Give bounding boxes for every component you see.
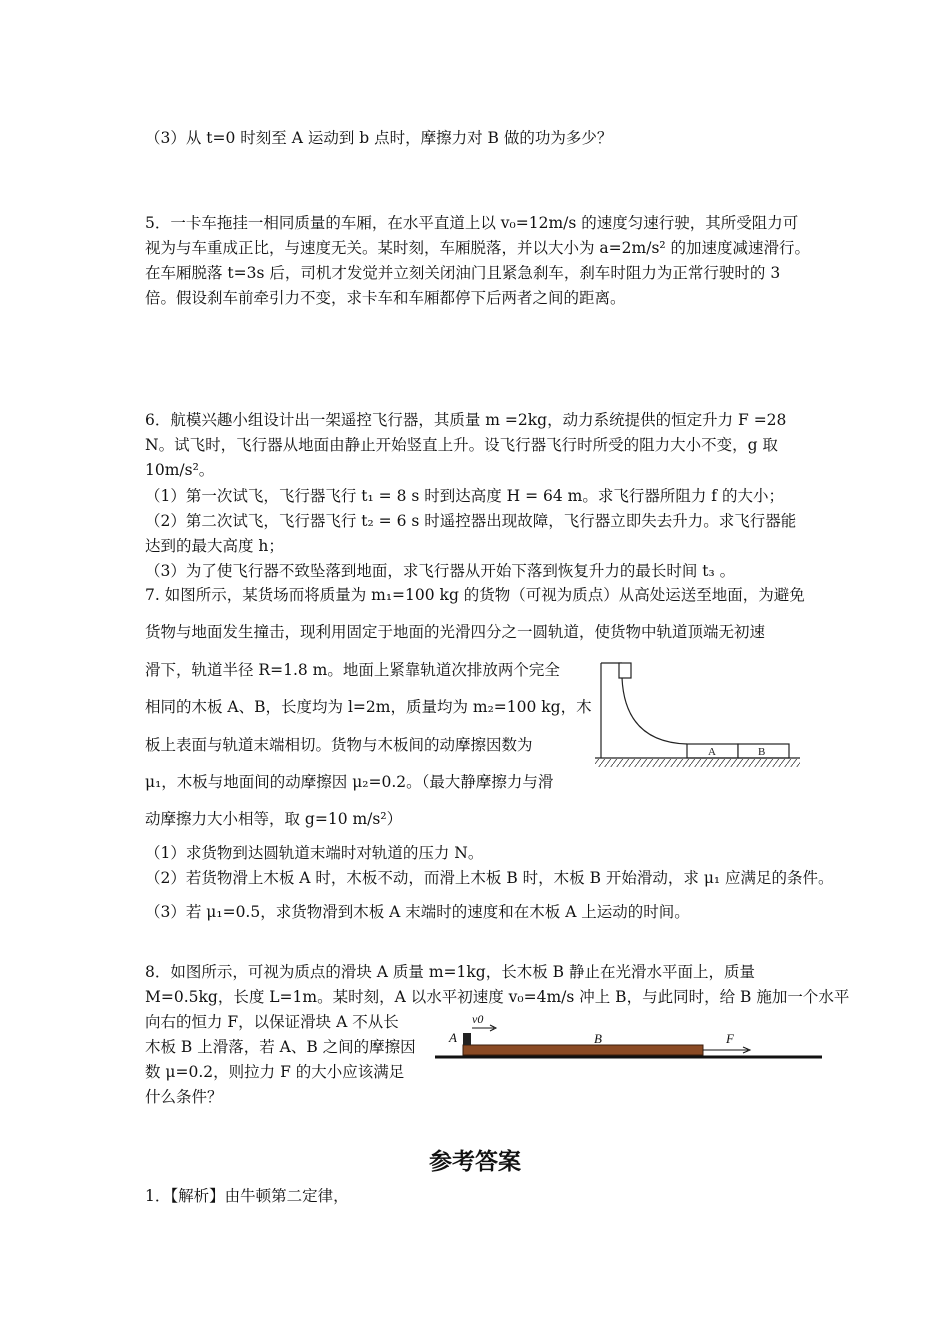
q5-line-4: 倍。假设刹车前牵引力不变，求卡车和车厢都停下后两者之间的距离。 (145, 289, 626, 307)
q8-line-2: M=0.5kg，长度 L=1m。某时刻，A 以水平初速度 v₀=4m/s 冲上 B，与此同时，给 B 施加一个水平 (145, 988, 850, 1006)
q7-figure (595, 660, 805, 770)
q6-line-1: 6．航模兴趣小组设计出一架遥控飞行器，其质量 m =2kg，动力系统提供的恒定升力 F =28 (145, 411, 787, 429)
q7-label-b: B (758, 746, 766, 758)
q6-part1: （1）第一次试飞，飞行器飞行 t₁ = 8 s 时到达高度 H = 64 m。求飞行器所阻力 f 的大小； (145, 487, 784, 505)
q6-part2-line-1: （2）第二次试飞，飞行器飞行 t₂ = 6 s 时遥控器出现故障，飞行器立即失去升力。求飞行器能 (145, 512, 797, 530)
q6-line-2: N。试飞时，飞行器从地面由静止开始竖直上升。设飞行器飞行时所受的阻力大小不变，g 取 (145, 436, 778, 454)
q8-label-v0: v0 (472, 1012, 484, 1026)
q8-line-1: 8．如图所示，可视为质点的滑块 A 质量 m=1kg，长木板 B 静止在光滑水平面上，质量 (145, 963, 755, 981)
q7-cargo-box (619, 663, 631, 678)
q7-line-4: 相同的木板 A、B，长度均为 l=2m，质量均为 m₂=100 kg，木 (145, 698, 592, 716)
q8-label-a: A (449, 1030, 457, 1045)
q8-label-b: B (594, 1031, 602, 1046)
q7-ground-hatch (595, 759, 800, 767)
q8-line-6: 什么条件？ (145, 1088, 223, 1106)
q6-line-3: 10m/s²。 (145, 461, 215, 479)
q7-part1: （1）求货物到达圆轨道末端时对轨道的压力 N。 (145, 844, 484, 862)
q6-part3: （3）为了使飞行器不致坠落到地面，求飞行器从开始下落到恢复升力的最长时间 t₃ 。 (145, 562, 736, 580)
q8-label-f: F (726, 1031, 734, 1046)
q7-line-7: 动摩擦力大小相等，取 g=10 m/s²） (145, 810, 403, 828)
q5-line-2: 视为与车重成正比，与速度无关。某时刻，车厢脱落，并以大小为 a=2m/s² 的加速度减速滑行。 (145, 239, 811, 257)
answer-title: 参考答案 (429, 1149, 521, 1175)
q7-part3: （3）若 μ₁=0.5，求货物滑到木板 A 末端时的速度和在木板 A 上运动的时间。 (145, 903, 690, 921)
q7-line-1: 7. 如图所示，某货场而将质量为 m₁=100 kg 的货物（可视为质点）从高处运送至地面，为避免 (145, 586, 805, 604)
q8-line-3: 向右的恒力 F，以保证滑块 A 不从长 (145, 1013, 399, 1031)
answer-1-line: 1．【解析】由牛顿第二定律， (145, 1187, 349, 1205)
q7-line-3: 滑下，轨道半径 R=1.8 m。地面上紧靠轨道次排放两个完全 (145, 661, 560, 679)
q7-line-6: μ₁，木板与地面间的动摩擦因 μ₂=0.2。（最大静摩擦力与滑 (145, 773, 554, 791)
q8-figure (430, 1012, 825, 1067)
q7-label-a: A (708, 746, 716, 758)
q7-part2: （2）若货物滑上木板 A 时，木板不动，而滑上木板 B 时，木板 B 开始滑动，求 μ₁ 应满足的条件。 (145, 869, 834, 887)
q8-board-b (463, 1045, 703, 1055)
q5-line-1: 5．一卡车拖挂一相同质量的车厢，在水平直道上以 v₀=12m/s 的速度匀速行驶，其所受阻力可 (145, 214, 799, 232)
q5-line-3: 在车厢脱落 t=3s 后，司机才发觉并立刻关闭油门且紧急刹车，刹车时阻力为正常行驶时的 3 (145, 264, 781, 282)
q8-line-5: 数 μ=0.2，则拉力 F 的大小应该满足 (145, 1063, 405, 1081)
q4-part3: （3）从 t=0 时刻至 A 运动到 b 点时，摩擦力对 B 做的功为多少？ (145, 129, 613, 147)
q6-part2-line-2: 达到的最大高度 h； (145, 537, 284, 555)
q7-line-2: 货物与地面发生撞击，现利用固定于地面的光滑四分之一圆轨道，使货物中轨道顶端无初速 (145, 623, 766, 641)
q7-arc-track (622, 678, 687, 744)
q7-line-5: 板上表面与轨道末端相切。货物与木板间的动摩擦因数为 (145, 736, 533, 754)
q8-block-a (463, 1033, 471, 1045)
q8-line-4: 木板 B 上滑落，若 A、B 之间的摩擦因 (145, 1038, 416, 1056)
